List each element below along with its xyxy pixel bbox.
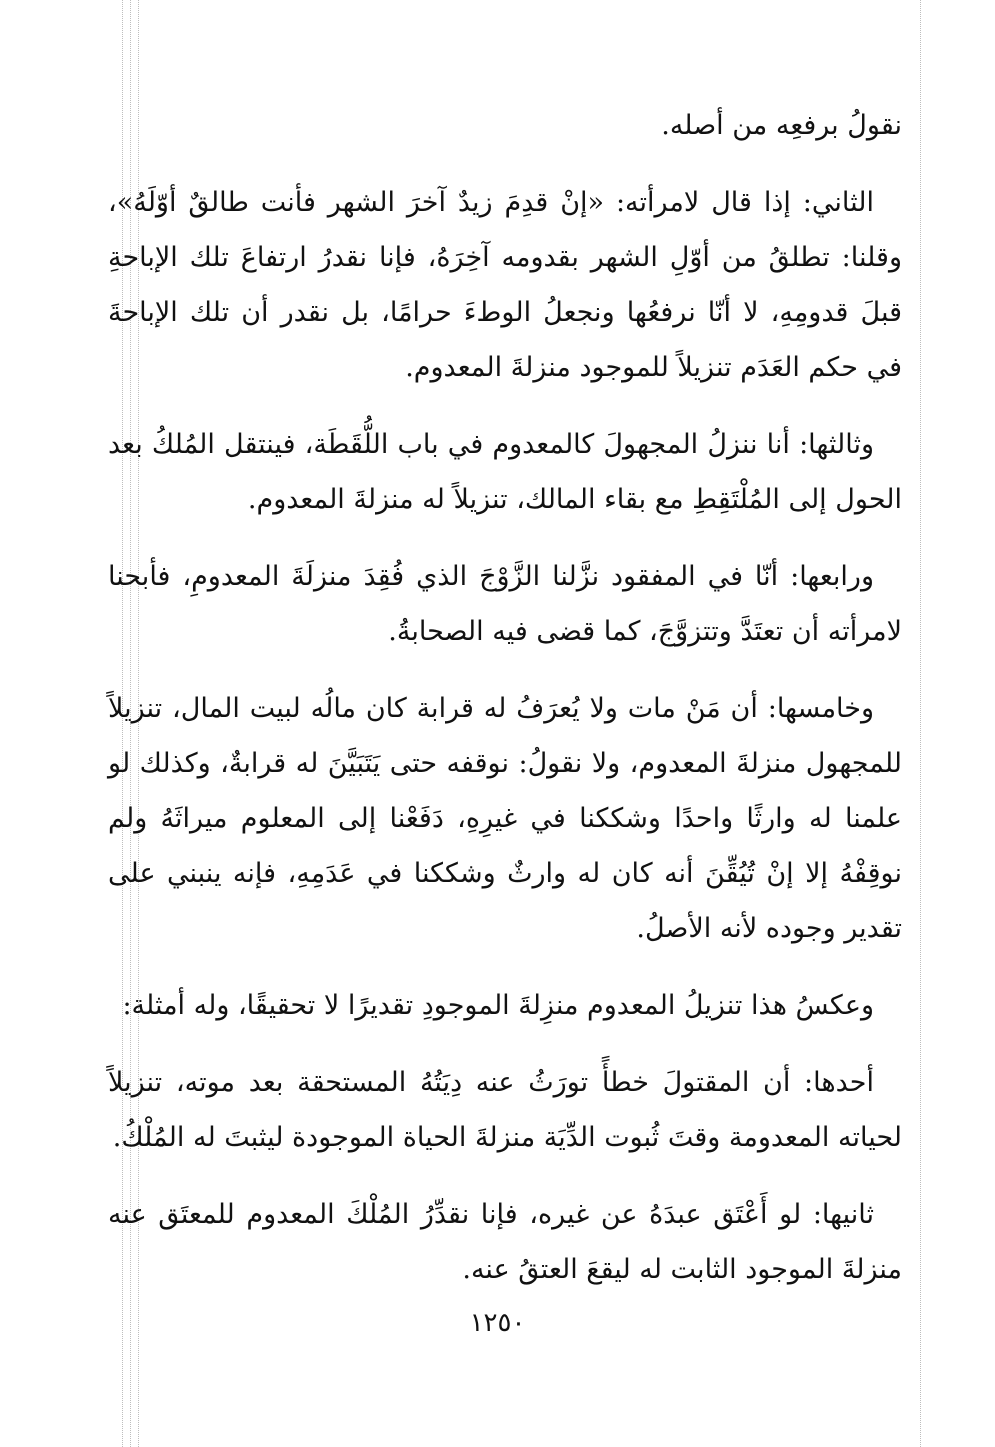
page-body — [108, 98, 902, 1319]
paragraph-converse-intro: وعكسُ هذا تنزيلُ المعدوم منزِلةَ الموجودِ تقديرًا لا تحقيقًا، وله أمثلة: — [122, 990, 874, 1021]
paragraph-converse-second: ثانيها: لو أَعْتَق عبدَهُ عن غيره، فإنا نقدِّرُ المُلْكَ المعدوم للمعتَق عنه منزلةَ الموجود الثابت له ليقعَ العتقُ عنه. — [108, 1199, 902, 1285]
paragraph-continuation: نقولُ برفعِه من أصله. — [661, 110, 902, 141]
paragraph-fifth-example: وخامسها: أن مَنْ مات ولا يُعرَفُ له قرابة كان مالُه لبيت المال، تنزيلاً للمجهول منزلةَ المعدوم، ولا نقولُ: نوقفه حتى يَتَبَيَّنَ له قرابةٌ، وكذلك لو علمنا له وارثًا واحدًا وشككنا في غيرِهِ، دَفَعْنا إلى المعلوم ميراثَهُ ولم نوقِفْهُ إلا إنْ تُيُقِّنَ أنه كان له وارثٌ وشككنا في عَدَمِهِ، فإنه ينبني على تقدير وجوده لأنه الأصلُ. — [108, 693, 902, 944]
paragraph-third-example: وثالثها: أنا ننزلُ المجهولَ كالمعدوم في باب اللُّقَطَة، فينتقل المُلكُ بعد الحول إلى المُلْتَقِطِ مع بقاء المالك، تنزيلاً له منزلةَ المعدوم. — [108, 429, 902, 515]
page-number: ١٢٥٠ — [469, 1308, 526, 1338]
paragraph-fourth-example: ورابعها: أنّا في المفقود نزَّلنا الزَّوْجَ الذي فُقِدَ منزلَةَ المعدومِ، فأبحنا لامرأته أن تعتَدَّ وتتزوَّجَ، كما قضى فيه الصحابةُ. — [108, 561, 902, 647]
paragraph-second-example: الثاني: إذا قال لامرأته: «إنْ قدِمَ زيدٌ آخرَ الشهر فأنت طالقٌ أوّلَهُ»، وقلنا: تطلقُ من أوّلِ الشهر بقدومه آخِرَهُ، فإنا نقدرُ ارتفاعَ تلك الإباحةِ قبلَ قدومِهِ، لا أنّا نرفعُها ونجعلُ الوطءَ حرامًا، بل نقدر أن تلك الإباحةَ في حكم العَدَم تنزيلاً للموجود منزلةَ المعدوم. — [108, 187, 902, 383]
scan-guide-line — [920, 0, 921, 1447]
paragraph-converse-first: أحدها: أن المقتولَ خطأً تورَثُ عنه دِيَتُهُ المستحقة بعد موته، تنزيلاً لحياته المعدومة وقتَ ثُبوت الدِّيَة منزلةَ الحياة الموجودة ليثبتَ له المُلْكُ. — [108, 1067, 902, 1153]
